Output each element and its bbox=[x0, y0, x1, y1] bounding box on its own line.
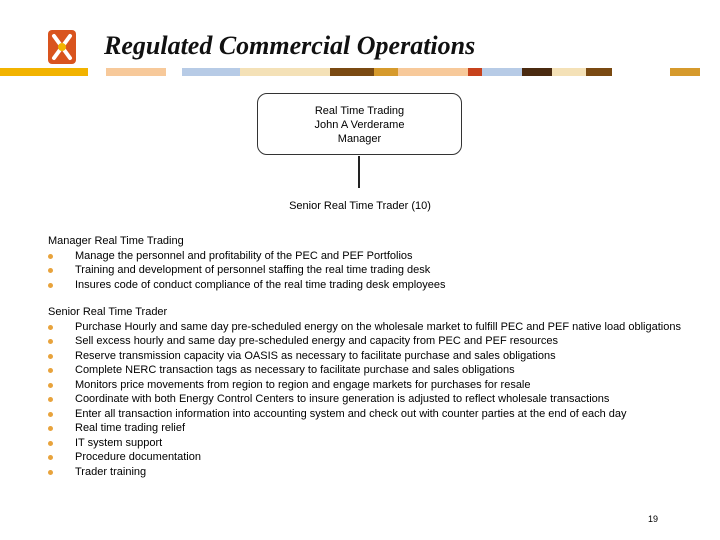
org-connector-line bbox=[358, 156, 360, 188]
manager-box-name: John A Verderame bbox=[314, 119, 405, 131]
list-item: Monitors price movements from region to region and engage markets for purchases for resale bbox=[48, 378, 688, 393]
list-item: Manage the personnel and profitability of the PEC and PEF Portfolios bbox=[48, 249, 688, 264]
list-item: Real time trading relief bbox=[48, 421, 688, 436]
bullet-icon bbox=[48, 354, 53, 359]
manager-heading: Manager Real Time Trading bbox=[48, 235, 184, 247]
page-number: 19 bbox=[648, 514, 659, 524]
bullet-icon bbox=[48, 441, 53, 446]
list-item: Insures code of conduct compliance of the real time trading desk employees bbox=[48, 278, 688, 293]
list-item: Trader training bbox=[48, 465, 688, 480]
manager-box bbox=[257, 93, 462, 155]
bullet-icon bbox=[48, 470, 53, 475]
list-item: Training and development of personnel staffing the real time trading desk bbox=[48, 263, 688, 278]
bullet-icon bbox=[48, 254, 53, 259]
list-item: Complete NERC transaction tags as necessary to facilitate purchase and sales obligations bbox=[48, 363, 688, 378]
manager-list bbox=[48, 249, 688, 293]
bullet-icon bbox=[48, 397, 53, 402]
bullet-icon bbox=[48, 268, 53, 273]
bullet-icon bbox=[48, 455, 53, 460]
bullet-icon bbox=[48, 426, 53, 431]
manager-box-unit: Real Time Trading bbox=[314, 105, 405, 117]
manager-responsibilities bbox=[48, 234, 688, 292]
list-item: Reserve transmission capacity via OASIS as necessary to facilitate purchase and sales obligations bbox=[48, 349, 688, 364]
subordinate-role: Senior Real Time Trader (10) bbox=[289, 200, 431, 212]
trader-list bbox=[48, 320, 688, 480]
bullet-icon bbox=[48, 339, 53, 344]
manager-box-role: Manager bbox=[337, 133, 382, 145]
list-item: Sell excess hourly and same day pre-scheduled energy and capacity from PEC and PEF resources bbox=[48, 334, 688, 349]
list-item: Procedure documentation bbox=[48, 450, 688, 465]
trader-responsibilities bbox=[48, 305, 688, 479]
list-item: Coordinate with both Energy Control Centers to insure generation is adjusted to reflect wholesale transactions bbox=[48, 392, 688, 407]
list-item: Enter all transaction information into accounting system and check out with counter parties at the end of each day bbox=[48, 407, 688, 422]
header-color-stripe bbox=[0, 68, 720, 76]
bullet-icon bbox=[48, 368, 53, 373]
company-logo bbox=[48, 30, 76, 64]
bullet-icon bbox=[48, 283, 53, 288]
bullet-icon bbox=[48, 383, 53, 388]
list-item: IT system support bbox=[48, 436, 688, 451]
trader-heading: Senior Real Time Trader bbox=[48, 306, 168, 318]
list-item: Purchase Hourly and same day pre-scheduled energy on the wholesale market to fulfill PEC and PEF native load obligations bbox=[48, 320, 688, 335]
page-title: Regulated Commercial Operations bbox=[104, 31, 476, 60]
bullet-icon bbox=[48, 412, 53, 417]
bullet-icon bbox=[48, 325, 53, 330]
